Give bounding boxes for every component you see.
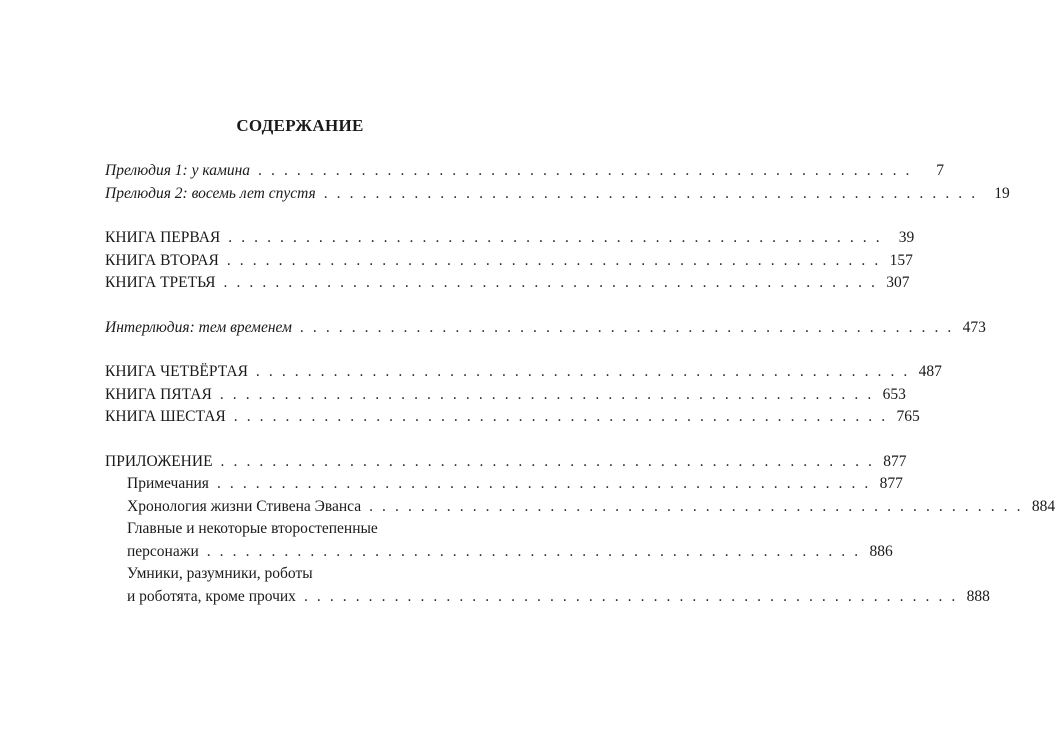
- toc-entry[interactable]: [105, 518, 500, 541]
- dot-leader: . . . . . . . . . . . . . . . . . . . . . . . . . . . . . . . . . . . . . . . . . . . . . . . . . . .: [258, 162, 913, 179]
- group-spacer: [105, 205, 500, 227]
- dot-leader: . . . . . . . . . . . . . . . . . . . . . . . . . . . . . . . . . . . . . . . . . . . . . . . . . . .: [216, 475, 871, 492]
- toc-entry[interactable]: [105, 227, 915, 250]
- dot-leader: . . . . . . . . . . . . . . . . . . . . . . . . . . . . . . . . . . . . . . . . . . . . . . . . . . .: [255, 363, 910, 380]
- toc-entry[interactable]: [105, 272, 910, 295]
- toc-entry-page-number: 888: [966, 587, 990, 605]
- toc-title: СОДЕРЖАНИЕ: [236, 116, 364, 135]
- toc-entry-label: КНИГА ПЕРВАЯ: [105, 229, 221, 246]
- toc-entry-label: Главные и некоторые второстепенные: [127, 520, 378, 537]
- toc-entry-page-number: 157: [889, 251, 913, 269]
- toc-entry-label: и роботята, кроме прочих: [127, 587, 296, 605]
- toc-group: [105, 451, 1055, 609]
- dot-leader: . . . . . . . . . . . . . . . . . . . . . . . . . . . . . . . . . . . . . . . . . . . . . . . . . . .: [223, 274, 878, 291]
- toc-group: [105, 317, 986, 340]
- toc-entry-label: Хронология жизни Стивена Эванса: [127, 497, 362, 515]
- dot-leader: . . . . . . . . . . . . . . . . . . . . . . . . . . . . . . . . . . . . . . . . . . . . . . . . . . .: [299, 318, 954, 336]
- toc-entry-page-number: 877: [883, 452, 907, 470]
- toc-group: [105, 361, 942, 429]
- toc-entry-page-number: 307: [886, 274, 910, 291]
- toc-entry-page-number: 487: [918, 363, 942, 380]
- toc-entry-page-number: 884: [1031, 497, 1055, 515]
- group-spacer: [105, 295, 500, 317]
- toc-entry-page-number: 7: [936, 162, 945, 179]
- toc-entry[interactable]: [105, 586, 990, 609]
- toc-entry-page-number: 886: [869, 542, 893, 560]
- toc-entry-page-number: 877: [879, 475, 903, 492]
- toc-entry-page-number: 19: [994, 184, 1010, 202]
- toc-group: [105, 160, 1010, 205]
- toc-entry-page-number: 473: [962, 318, 986, 336]
- dot-leader: . . . . . . . . . . . . . . . . . . . . . . . . . . . . . . . . . . . . . . . . . . . . . . . . . . .: [226, 251, 881, 269]
- toc-entry-label: Прелюдия 1: у камина: [105, 162, 251, 179]
- toc-entry[interactable]: [105, 451, 907, 474]
- group-spacer: [105, 339, 500, 361]
- dot-leader: . . . . . . . . . . . . . . . . . . . . . . . . . . . . . . . . . . . . . . . . . . . . . . . . . . .: [219, 385, 874, 403]
- dot-leader: . . . . . . . . . . . . . . . . . . . . . . . . . . . . . . . . . . . . . . . . . . . . . . . . . . .: [228, 229, 883, 246]
- toc-entry[interactable]: [105, 250, 913, 273]
- toc-entry[interactable]: [105, 473, 903, 496]
- toc-entry[interactable]: [105, 541, 893, 564]
- toc-entry[interactable]: [105, 563, 500, 586]
- toc-entry[interactable]: [105, 496, 1055, 519]
- toc-entry-label: Прелюдия 2: восемь лет спустя: [105, 184, 316, 202]
- toc-entry-label: КНИГА ШЕСТАЯ: [105, 408, 226, 425]
- toc-entry-label: Интерлюдия: тем временем: [105, 318, 292, 336]
- toc-entry[interactable]: [105, 317, 986, 340]
- toc-entry[interactable]: [105, 160, 945, 183]
- toc-entry-label: персонажи: [127, 542, 199, 560]
- toc-entry-label: КНИГА ВТОРАЯ: [105, 251, 219, 269]
- toc-entry-label: КНИГА ЧЕТВЁРТАЯ: [105, 363, 248, 380]
- toc-entry-label: КНИГА ТРЕТЬЯ: [105, 274, 216, 291]
- dot-leader: . . . . . . . . . . . . . . . . . . . . . . . . . . . . . . . . . . . . . . . . . . . . . . . . . . .: [233, 408, 888, 425]
- table-of-contents: [105, 160, 1055, 608]
- toc-entry-label: Примечания: [127, 475, 209, 492]
- dot-leader: . . . . . . . . . . . . . . . . . . . . . . . . . . . . . . . . . . . . . . . . . . . . . . . . . . .: [303, 587, 958, 605]
- toc-entry-label: КНИГА ПЯТАЯ: [105, 385, 212, 403]
- toc-entry[interactable]: [105, 183, 1010, 206]
- toc-entry-page-number: 39: [898, 229, 915, 246]
- dot-leader: . . . . . . . . . . . . . . . . . . . . . . . . . . . . . . . . . . . . . . . . . . . . . . . . . . .: [206, 542, 861, 560]
- dot-leader: . . . . . . . . . . . . . . . . . . . . . . . . . . . . . . . . . . . . . . . . . . . . . . . . . . .: [323, 184, 978, 202]
- dot-leader: . . . . . . . . . . . . . . . . . . . . . . . . . . . . . . . . . . . . . . . . . . . . . . . . . . .: [220, 452, 875, 470]
- toc-entry-page-number: 765: [896, 408, 920, 425]
- toc-entry[interactable]: [105, 406, 920, 429]
- toc-group: [105, 227, 915, 295]
- toc-entry[interactable]: [105, 384, 906, 407]
- toc-entry-page-number: 653: [882, 385, 906, 403]
- group-spacer: [105, 429, 500, 451]
- toc-entry[interactable]: [105, 361, 942, 384]
- dot-leader: . . . . . . . . . . . . . . . . . . . . . . . . . . . . . . . . . . . . . . . . . . . . . . . . . . .: [369, 497, 1024, 515]
- toc-entry-label: Умники, разумники, роботы: [127, 565, 313, 582]
- toc-entry-label: ПРИЛОЖЕНИЕ: [105, 452, 213, 470]
